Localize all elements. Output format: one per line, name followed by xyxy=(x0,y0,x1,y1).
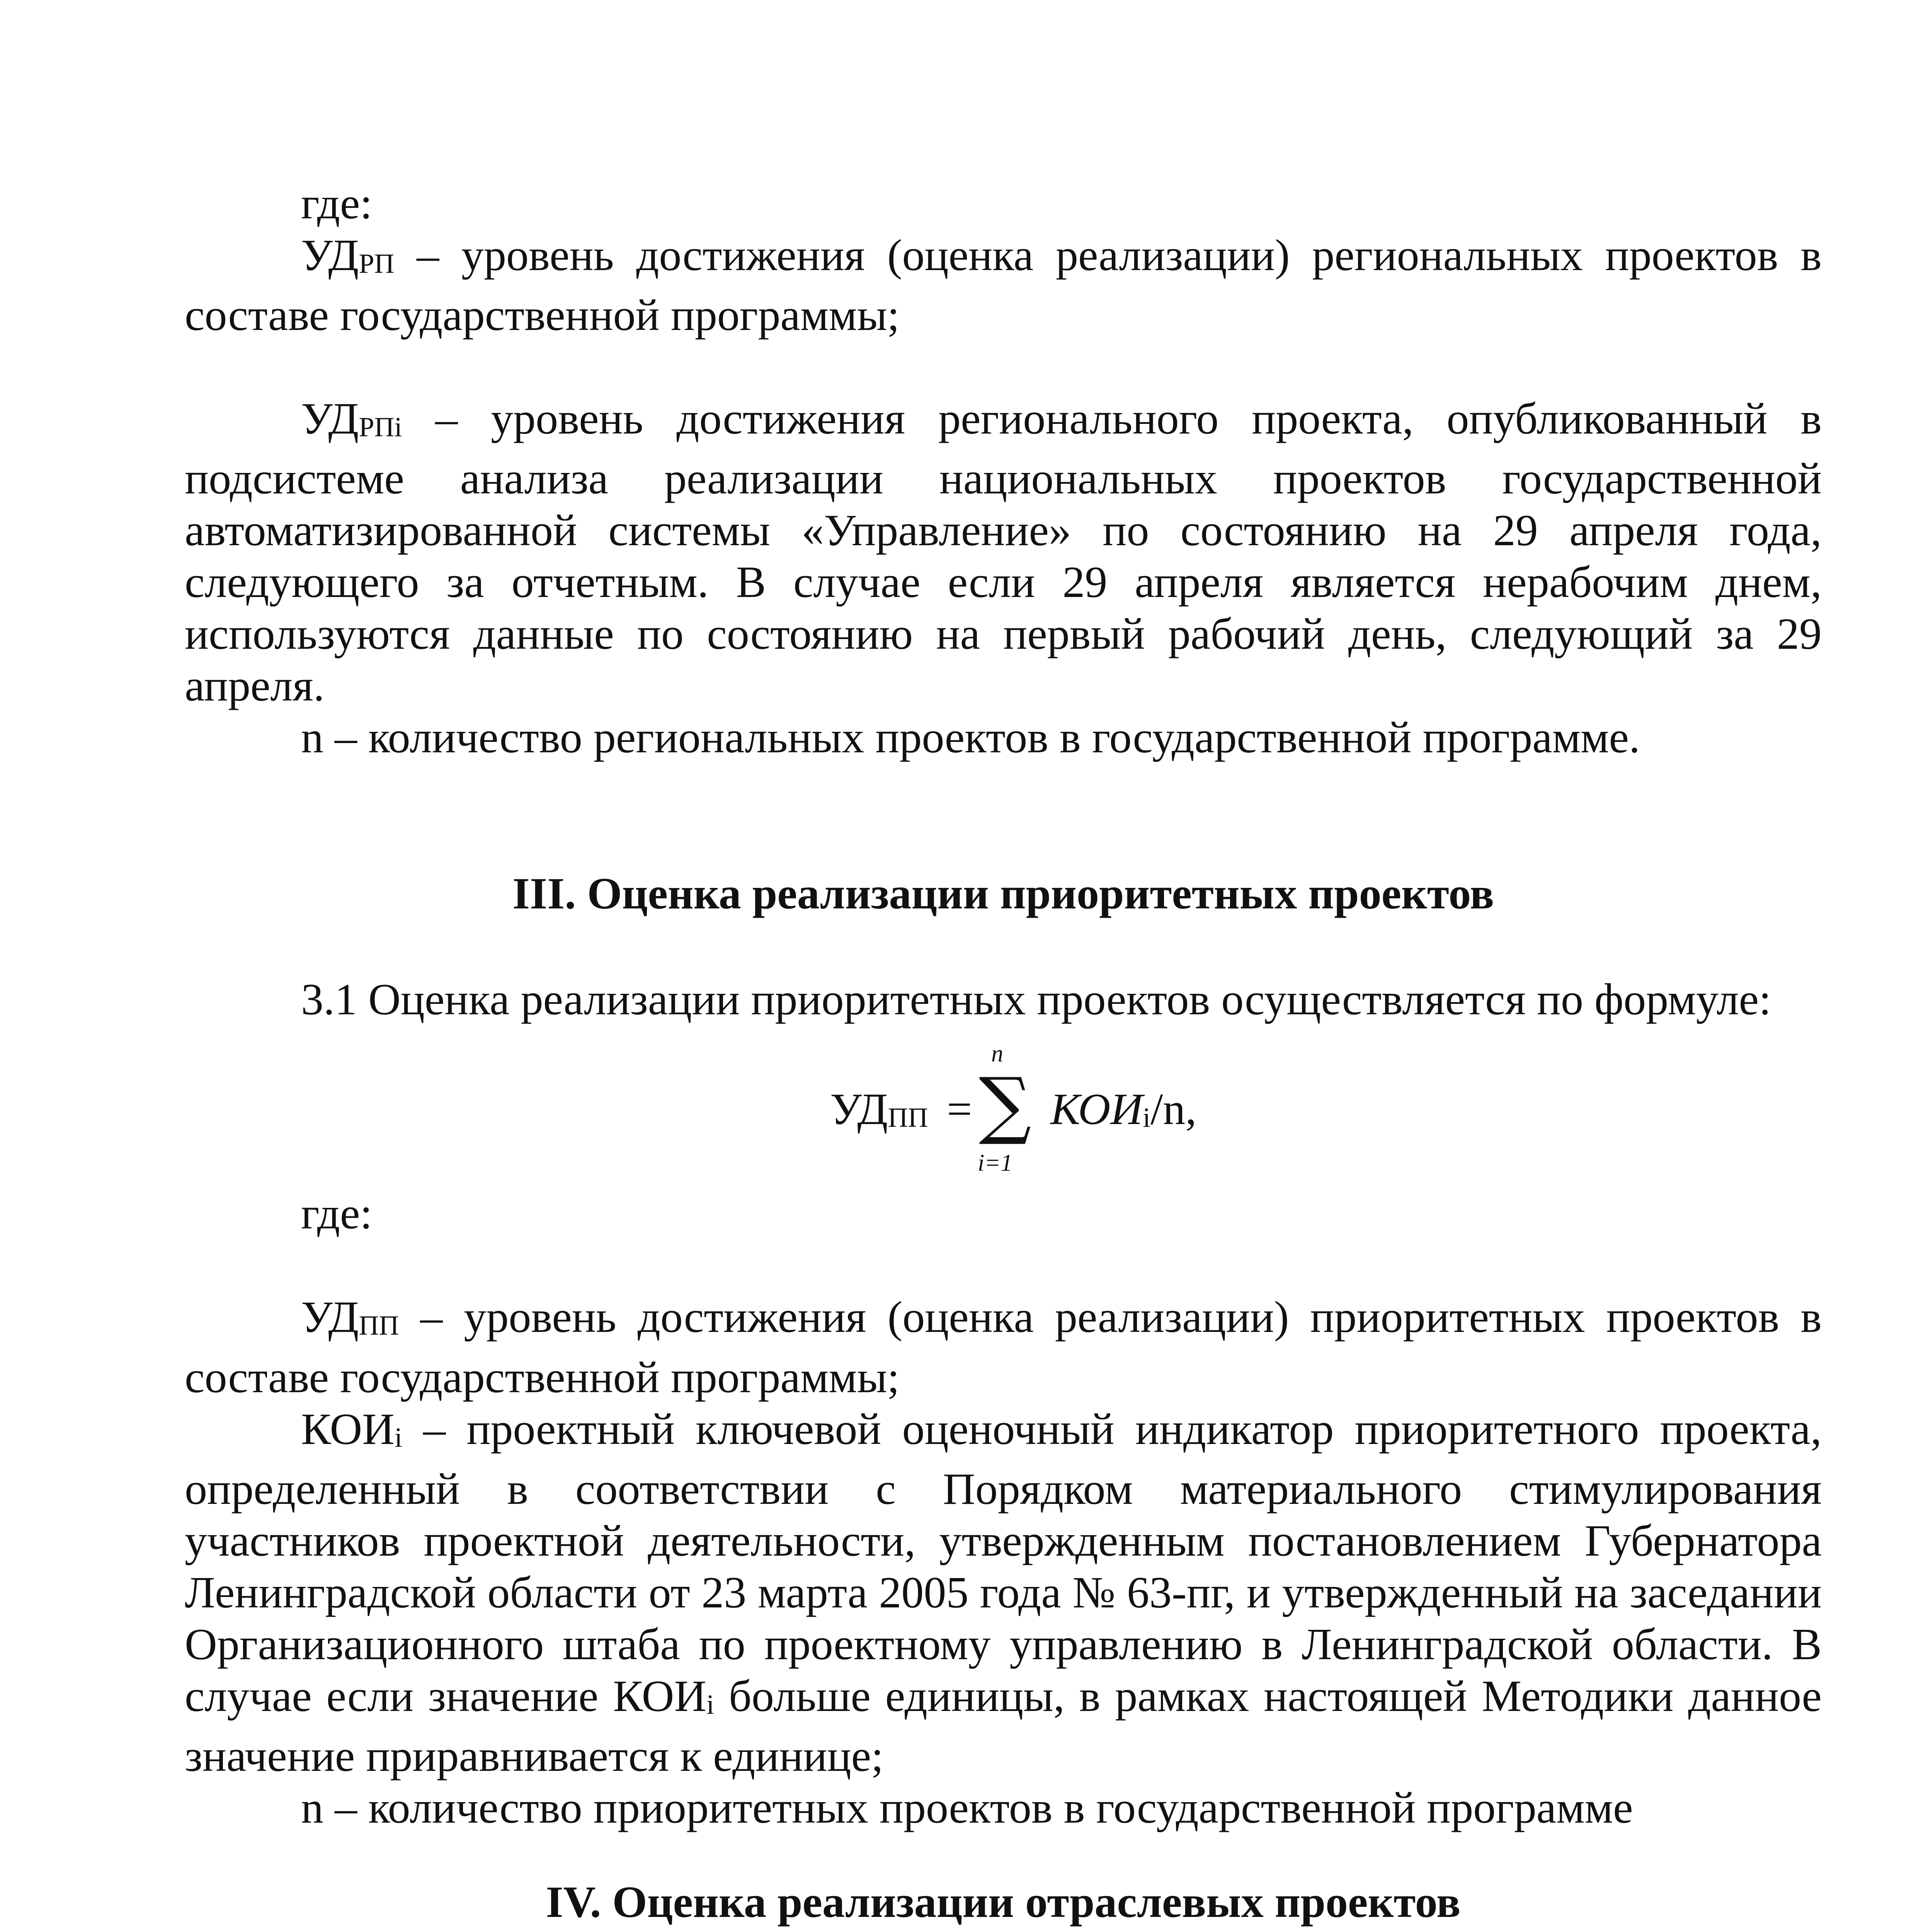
symbol-subscript: РП xyxy=(359,248,395,279)
sum-upper-limit: n xyxy=(991,1041,1003,1067)
symbol-subscript: i xyxy=(706,1689,715,1720)
formula-priority xyxy=(185,1026,1822,1188)
definition-n-regional: n – количество региональных проектов в государственной программе. xyxy=(301,713,1640,763)
definition-ud-rp xyxy=(185,230,1822,341)
symbol-subscript: i xyxy=(395,1422,403,1453)
where-label: где: xyxy=(301,179,373,228)
definition-koi xyxy=(185,1403,1822,1782)
definition-text: – уровень достижения регионального проекта, опубликованный в подсистеме анализа реализации национальных проектов государственной автоматизированной системы «Управление» по состоянию на 29 апреля года, следующего за отчетным. В случае если 29 апреля является нерабочим днем, используются данные по состоянию на первый рабочий день, следующий за 29 апреля. xyxy=(185,394,1822,711)
symbol: УД xyxy=(301,1293,359,1342)
formula-intro-priority: 3.1 Оценка реализации приоритетных проектов осуществляется по формуле: xyxy=(301,975,1771,1025)
symbol: КОИ xyxy=(301,1404,395,1454)
symbol-subscript: РПi xyxy=(359,412,402,443)
symbol-subscript: ПП xyxy=(359,1310,399,1341)
definition-text: – уровень достижения (оценка реализации) региональных проектов в составе государственной программы; xyxy=(185,231,1822,340)
definition-ud-rpi xyxy=(185,393,1822,712)
definition-text: – уровень достижения (оценка реализации) приоритетных проектов в составе государственной программы; xyxy=(185,1293,1822,1402)
section-heading-priority: III. Оценка реализации приоритетных проектов xyxy=(512,869,1494,919)
definition-n-priority: n – количество приоритетных проектов в государственной программе xyxy=(301,1783,1633,1833)
section-heading-sectoral: IV. Оценка реализации отраслевых проектов xyxy=(546,1877,1461,1927)
document-page xyxy=(185,178,1822,1932)
definition-text: больше единицы, в рамках настоящей Методики данное значение приравнивается к единице; xyxy=(185,1671,1822,1781)
symbol: УД xyxy=(301,231,359,280)
symbol: УД xyxy=(301,394,359,444)
where-label: где: xyxy=(301,1189,373,1239)
formula-rhs: КОИi/n, xyxy=(1050,1085,1197,1134)
formula-lhs: УДПП xyxy=(830,1085,928,1134)
sum-lower-limit: i=1 xyxy=(978,1150,1013,1177)
definition-text: – проектный ключевой оценочный индикатор приоритетного проекта, определенный в соответствии с Порядком материального стимулирования участников проектной деятельности, утвержденным постановлением Губернатора Ленинградской области от 23 марта 2005 года № 63-пг, и утвержденный на заседании Организационного штаба по проектному управлению в Ленинградской области. В случае если значение КОИ xyxy=(185,1404,1822,1721)
definition-ud-pp xyxy=(185,1291,1822,1403)
sum-sigma: ∑ xyxy=(979,1062,1031,1148)
formula-equals: = xyxy=(947,1085,972,1134)
